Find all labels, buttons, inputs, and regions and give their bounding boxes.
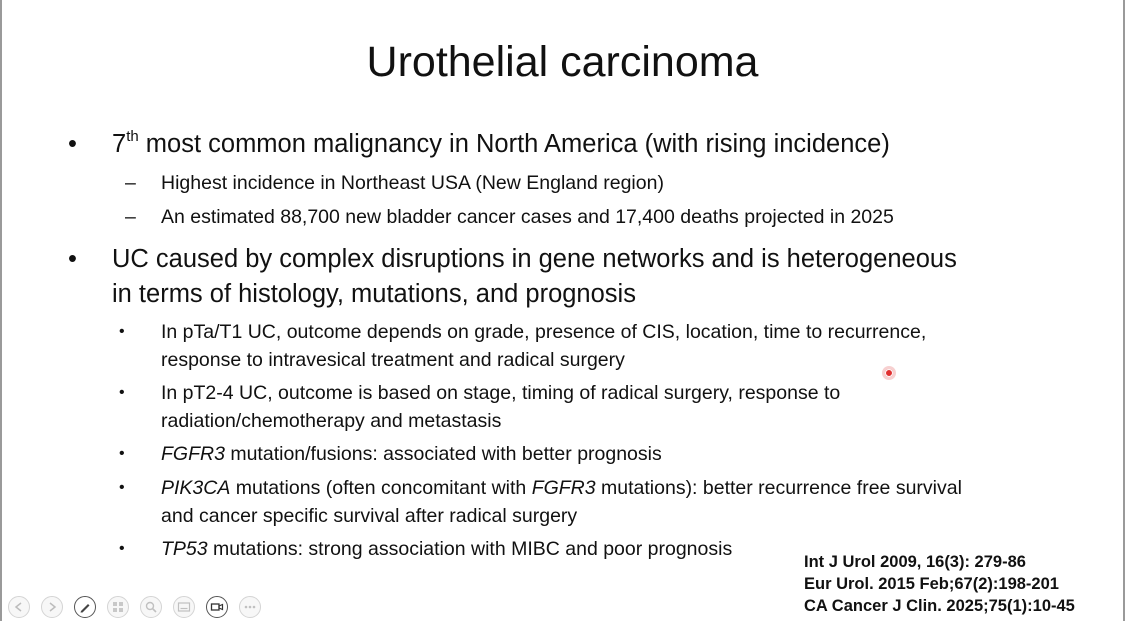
references [804,551,1075,617]
bullet-text-line-1: UC caused by complex disruptions in gene networks and is heterogeneous [112,245,957,273]
gene-name: FGFR3 [161,443,225,465]
pen-icon[interactable] [74,596,96,618]
dash-marker: – [125,206,136,228]
subpoint-1-1 [125,169,664,197]
subpoint-text-line-1: In pT2-4 UC, outcome is based on stage, timing of radical surgery, response to [161,382,841,404]
rank-number: 7 [112,130,127,158]
subpoint-2-2 [119,379,841,407]
dot-marker: • [119,540,125,557]
reference-3: CA Cancer J Clin. 2025;75(1):10-45 [804,597,1075,615]
subpoint-1-2 [125,203,894,231]
subpoint-text-line-2: radiation/chemotherapy and metastasis [161,410,502,432]
dot-marker: • [119,445,125,462]
rank-superscript: th [126,128,139,145]
slides-grid-icon[interactable] [107,596,129,618]
subpoint-text-line-2: and cancer specific survival after radical surgery [161,505,578,527]
subpoint-text: Highest incidence in Northeast USA (New England region) [161,172,664,194]
subpoint-2-3 [119,440,662,468]
subpoint-2-1-continued [161,346,625,374]
zoom-icon[interactable] [140,596,162,618]
subpoint-text-b: mutations): better recurrence free survival [595,477,962,499]
gene-name: TP53 [161,538,208,560]
bullet-point-2 [68,242,957,277]
subpoint-2-2-continued [161,407,501,435]
bullet-point-2-continued [112,277,636,312]
dot-marker: • [119,323,125,340]
window-edge-left [0,0,2,621]
bullet-marker: • [68,245,77,273]
gene-name: PIK3CA [161,477,231,499]
more-options-icon[interactable] [239,596,261,618]
reference-2: Eur Urol. 2015 Feb;67(2):198-201 [804,575,1059,593]
dot-marker: • [119,384,125,401]
subpoint-text: An estimated 88,700 new bladder cancer cases and 17,400 deaths projected in 2025 [161,206,894,228]
subpoint-2-4 [119,474,962,502]
gene-name-2: FGFR3 [531,477,596,499]
dot-marker: • [119,479,125,496]
subpoint-text-line-2: response to intravesical treatment and radical surgery [161,349,625,371]
dash-marker: – [125,172,136,194]
bullet-point-1 [68,127,890,162]
subpoint-text-a: mutations (often concomitant with [230,477,532,499]
laser-pointer-icon [882,366,896,380]
subpoint-text: mutation/fusions: associated with better prognosis [224,443,662,465]
previous-slide-icon[interactable] [8,596,30,618]
next-slide-icon[interactable] [41,596,63,618]
subtitles-icon[interactable] [173,596,195,618]
slide-title: Urothelial carcinoma [366,38,759,86]
subpoint-2-5 [119,535,733,563]
subpoint-2-4-continued [161,502,577,530]
bullet-marker: • [68,130,77,158]
bullet-text-line-2: in terms of histology, mutations, and prognosis [112,280,636,308]
camera-icon[interactable] [206,596,228,618]
subpoint-2-1 [119,318,927,346]
subpoint-text: mutations: strong association with MIBC and poor prognosis [207,538,733,560]
subpoint-text-line-1: In pTa/T1 UC, outcome depends on grade, presence of CIS, location, time to recurrence, [161,321,927,343]
reference-1: Int J Urol 2009, 16(3): 279-86 [804,553,1026,571]
bullet-text: most common malignancy in North America (with rising incidence) [138,130,890,158]
